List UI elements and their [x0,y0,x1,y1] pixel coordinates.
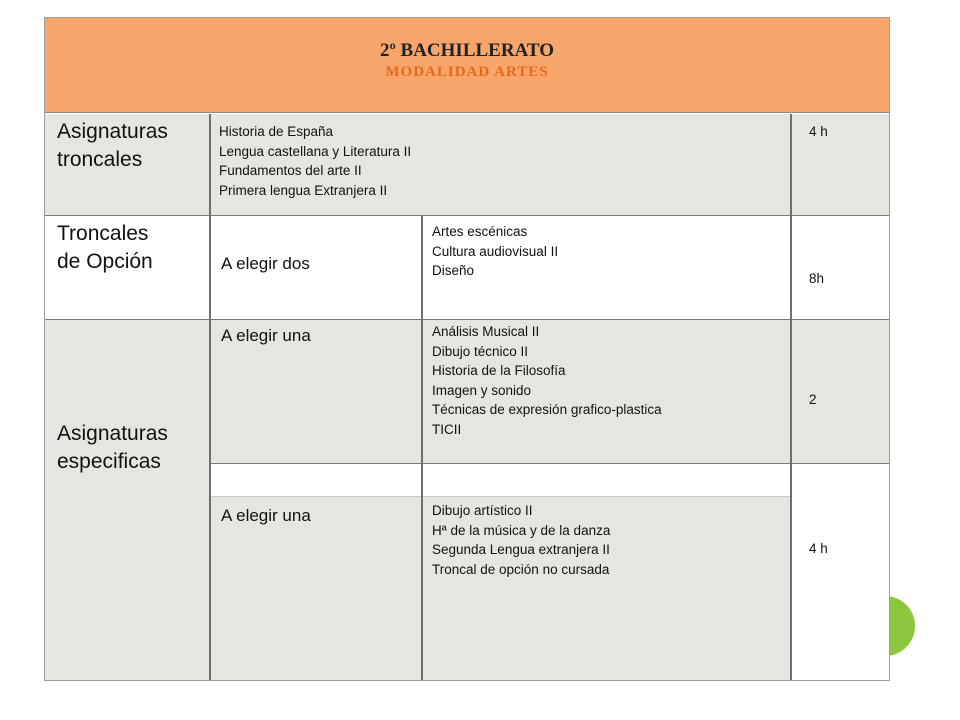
subject-item: Técnicas de expresión grafico-plastica [432,402,662,417]
subject-item: Fundamentos del arte II [219,163,362,178]
opcion-hours: 8h [809,271,825,286]
row-label-especificas [45,416,211,496]
troncales-hours: 4 h [809,124,828,139]
table-title: 2º BACHILLERATO [380,40,554,61]
troncales-subjects [219,122,789,200]
column-divider [209,114,211,680]
subject-item: Segunda Lengua extranjera II [432,542,610,557]
subject-item: Cultura audiovisual II [432,243,559,259]
subject-item: Historia de la Filosofía [432,363,566,378]
label-line: troncales [57,148,143,171]
subject-item: Diseño [432,263,475,278]
especificas-group1-subjects [432,322,792,439]
label-line: Asignaturas [57,422,168,445]
subject-item: Historia de España [219,124,334,139]
subject-item: Dibujo artístico II [432,503,533,518]
subjects-table [44,17,890,681]
especificas-group2-choice: A elegir una [221,506,311,525]
column-divider [421,216,423,680]
slide-decoration [920,0,960,720]
subject-item: Artes escénicas [432,224,528,239]
especificas-group1-choice: A elegir una [221,326,311,345]
subject-item: Lengua castellana y Literatura II [219,143,412,159]
row-label-opcion [45,216,211,319]
row-divider [45,215,889,216]
especificas-group2-hours: 4 h [809,541,828,556]
label-line: de Opción [57,250,153,273]
opcion-choice: A elegir dos [221,254,310,273]
subject-item: Análisis Musical II [432,324,540,339]
especificas-group2-subjects [432,501,792,579]
subject-item: Primera lengua Extranjera II [219,182,388,198]
subject-item: Imagen y sonido [432,382,532,398]
table-subtitle: MODALIDAD ARTES [385,64,549,80]
row-divider [45,319,889,320]
subject-item: Dibujo técnico II [432,343,529,359]
hours-cell-bg [791,464,889,680]
especificas-group1-hours: 2 [809,392,817,407]
opcion-subjects [432,222,792,281]
table-header [45,18,889,113]
column-divider [790,114,792,680]
label-line: especificas [57,450,161,473]
row-label-troncales [45,114,211,215]
subject-item: TICII [432,421,462,437]
label-line: Asignaturas [57,120,168,143]
label-line: Troncales [57,222,149,245]
subject-item: Troncal de opción no cursada [432,561,610,577]
empty-separator-row [211,464,791,497]
row-divider [211,496,791,497]
subject-item: Hª de la música y de la danza [432,522,611,538]
row-divider [211,463,889,464]
